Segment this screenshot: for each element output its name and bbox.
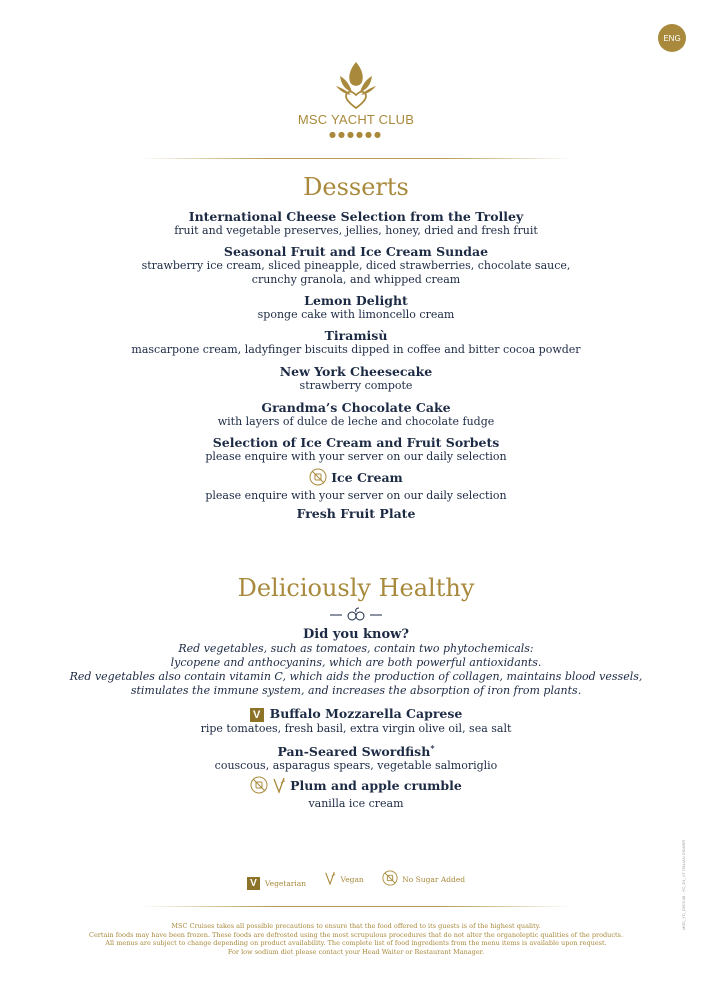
footer-disclaimer xyxy=(0,922,712,956)
item-description: crunchy granola, and whipped cream xyxy=(251,273,461,286)
item-name xyxy=(0,776,712,797)
item-name-text: Pan-Seared Swordfish xyxy=(277,744,431,760)
item-name-text: Ice Cream xyxy=(331,470,403,485)
menu-item xyxy=(0,244,712,287)
item-description: strawberry compote xyxy=(299,379,413,392)
item-description: vanilla ice cream xyxy=(308,797,404,810)
footer-line: MSC Cruises takes all possible precautions to ensure that the food offered to its guests is of the highest quality. xyxy=(171,922,541,930)
lotus-heart-icon xyxy=(335,60,377,110)
menu-item xyxy=(0,435,712,464)
healthy-title: Deliciously Healthy xyxy=(237,574,475,602)
item-name: Grandma’s Chocolate Cake xyxy=(261,400,451,415)
menu-item xyxy=(0,741,712,773)
footer-divider xyxy=(140,906,572,907)
footnote-marker: * xyxy=(430,743,435,753)
item-name: Lemon Delight xyxy=(304,293,408,308)
item-description: ripe tomatoes, fresh basil, extra virgin olive oil, sea salt xyxy=(200,721,512,735)
item-name: Fresh Fruit Plate xyxy=(296,506,416,521)
item-name xyxy=(0,468,712,489)
berries-icon xyxy=(326,606,386,622)
fact-line: Red vegetables also contain vitamin C, which aids the production of collagen, maintains blood vessels, xyxy=(69,670,643,683)
did-you-know-heading: Did you know? xyxy=(303,627,409,642)
print-code: MSC_YC_D6CC48 - YC_D1_V7 ITALIAN DINNER xyxy=(681,839,686,930)
item-name: Tiramisù xyxy=(324,328,388,343)
item-name xyxy=(0,741,712,759)
menu-item xyxy=(0,468,712,503)
item-description: with layers of dulce de leche and chocolate fudge xyxy=(217,415,495,428)
logo xyxy=(0,60,712,139)
vegetarian-icon: V xyxy=(250,708,264,722)
item-description: fruit and vegetable preserves, jellies, honey, dried and fresh fruit xyxy=(174,224,538,237)
vegetarian-icon: V xyxy=(247,877,260,890)
item-description: strawberry ice cream, sliced pineapple, diced strawberries, chocolate sauce, xyxy=(141,259,571,272)
no-sugar-added-icon xyxy=(309,468,327,489)
menu-item xyxy=(0,506,712,521)
item-description: please enquire with your server on our daily selection xyxy=(205,450,507,463)
footer-line: Certain foods may have been frozen. These foods are defrosted using the most scrupulous procedures that do not alter the organoleptic qualities of the products. xyxy=(88,930,624,939)
footer-line: All menus are subject to change depending on product availability. The complete list of food ingredients from the menu items is available upon request. xyxy=(105,939,607,947)
fact-line: lycopene and anthocyanins, which are both powerful antioxidants. xyxy=(170,656,542,669)
vegan-icon xyxy=(272,776,286,797)
item-name: New York Cheesecake xyxy=(279,364,433,379)
no-sugar-added-icon xyxy=(250,776,268,797)
item-name-text: Plum and apple crumble xyxy=(290,778,462,793)
item-name: International Cheese Selection from the Trolley xyxy=(188,209,524,224)
menu-item xyxy=(0,328,712,357)
menu-item xyxy=(0,209,712,238)
item-name: Seasonal Fruit and Ice Cream Sundae xyxy=(223,244,489,259)
menu-item xyxy=(0,293,712,322)
menu-item xyxy=(0,400,712,429)
item-description: couscous, asparagus spears, vegetable salmoriglio xyxy=(214,759,498,773)
fact-line: stimulates the immune system, and increases the absorption of iron from plants. xyxy=(130,684,582,697)
no-sugar-added-icon xyxy=(382,870,398,888)
legend-label: Vegan xyxy=(340,874,364,884)
brand-stars: ●●●●●● xyxy=(329,130,383,139)
legend-no-sugar xyxy=(382,870,465,888)
did-you-know xyxy=(0,627,712,698)
legend-vegetarian xyxy=(247,877,306,890)
menu-item xyxy=(0,364,712,393)
legend-vegan xyxy=(324,870,363,888)
language-badge[interactable]: ENG xyxy=(658,24,686,52)
footer-line: For low sodium diet please contact your Head Waiter or Restaurant Manager. xyxy=(227,947,485,956)
header-divider xyxy=(140,158,572,159)
vegan-icon xyxy=(324,870,336,888)
item-name-text: Buffalo Mozzarella Caprese xyxy=(269,706,463,721)
healthy-divider xyxy=(0,606,712,626)
item-description: mascarpone cream, ladyfinger biscuits dipped in coffee and bitter cocoa powder xyxy=(131,343,581,356)
fact-line: Red vegetables, such as tomatoes, contain two phytochemicals: xyxy=(178,642,534,655)
item-description: please enquire with your server on our daily selection xyxy=(205,489,507,502)
item-name xyxy=(0,706,712,722)
menu-item xyxy=(0,706,712,736)
legend-label: No Sugar Added xyxy=(402,874,466,884)
legend-label: Vegetarian xyxy=(264,879,307,888)
dietary-legend xyxy=(0,870,712,890)
menu-item xyxy=(0,776,712,811)
desserts-title: Desserts xyxy=(303,173,409,201)
item-description: sponge cake with limoncello cream xyxy=(257,308,455,321)
item-name: Selection of Ice Cream and Fruit Sorbets xyxy=(212,435,500,450)
brand-name: MSC YACHT CLUB xyxy=(297,112,415,127)
